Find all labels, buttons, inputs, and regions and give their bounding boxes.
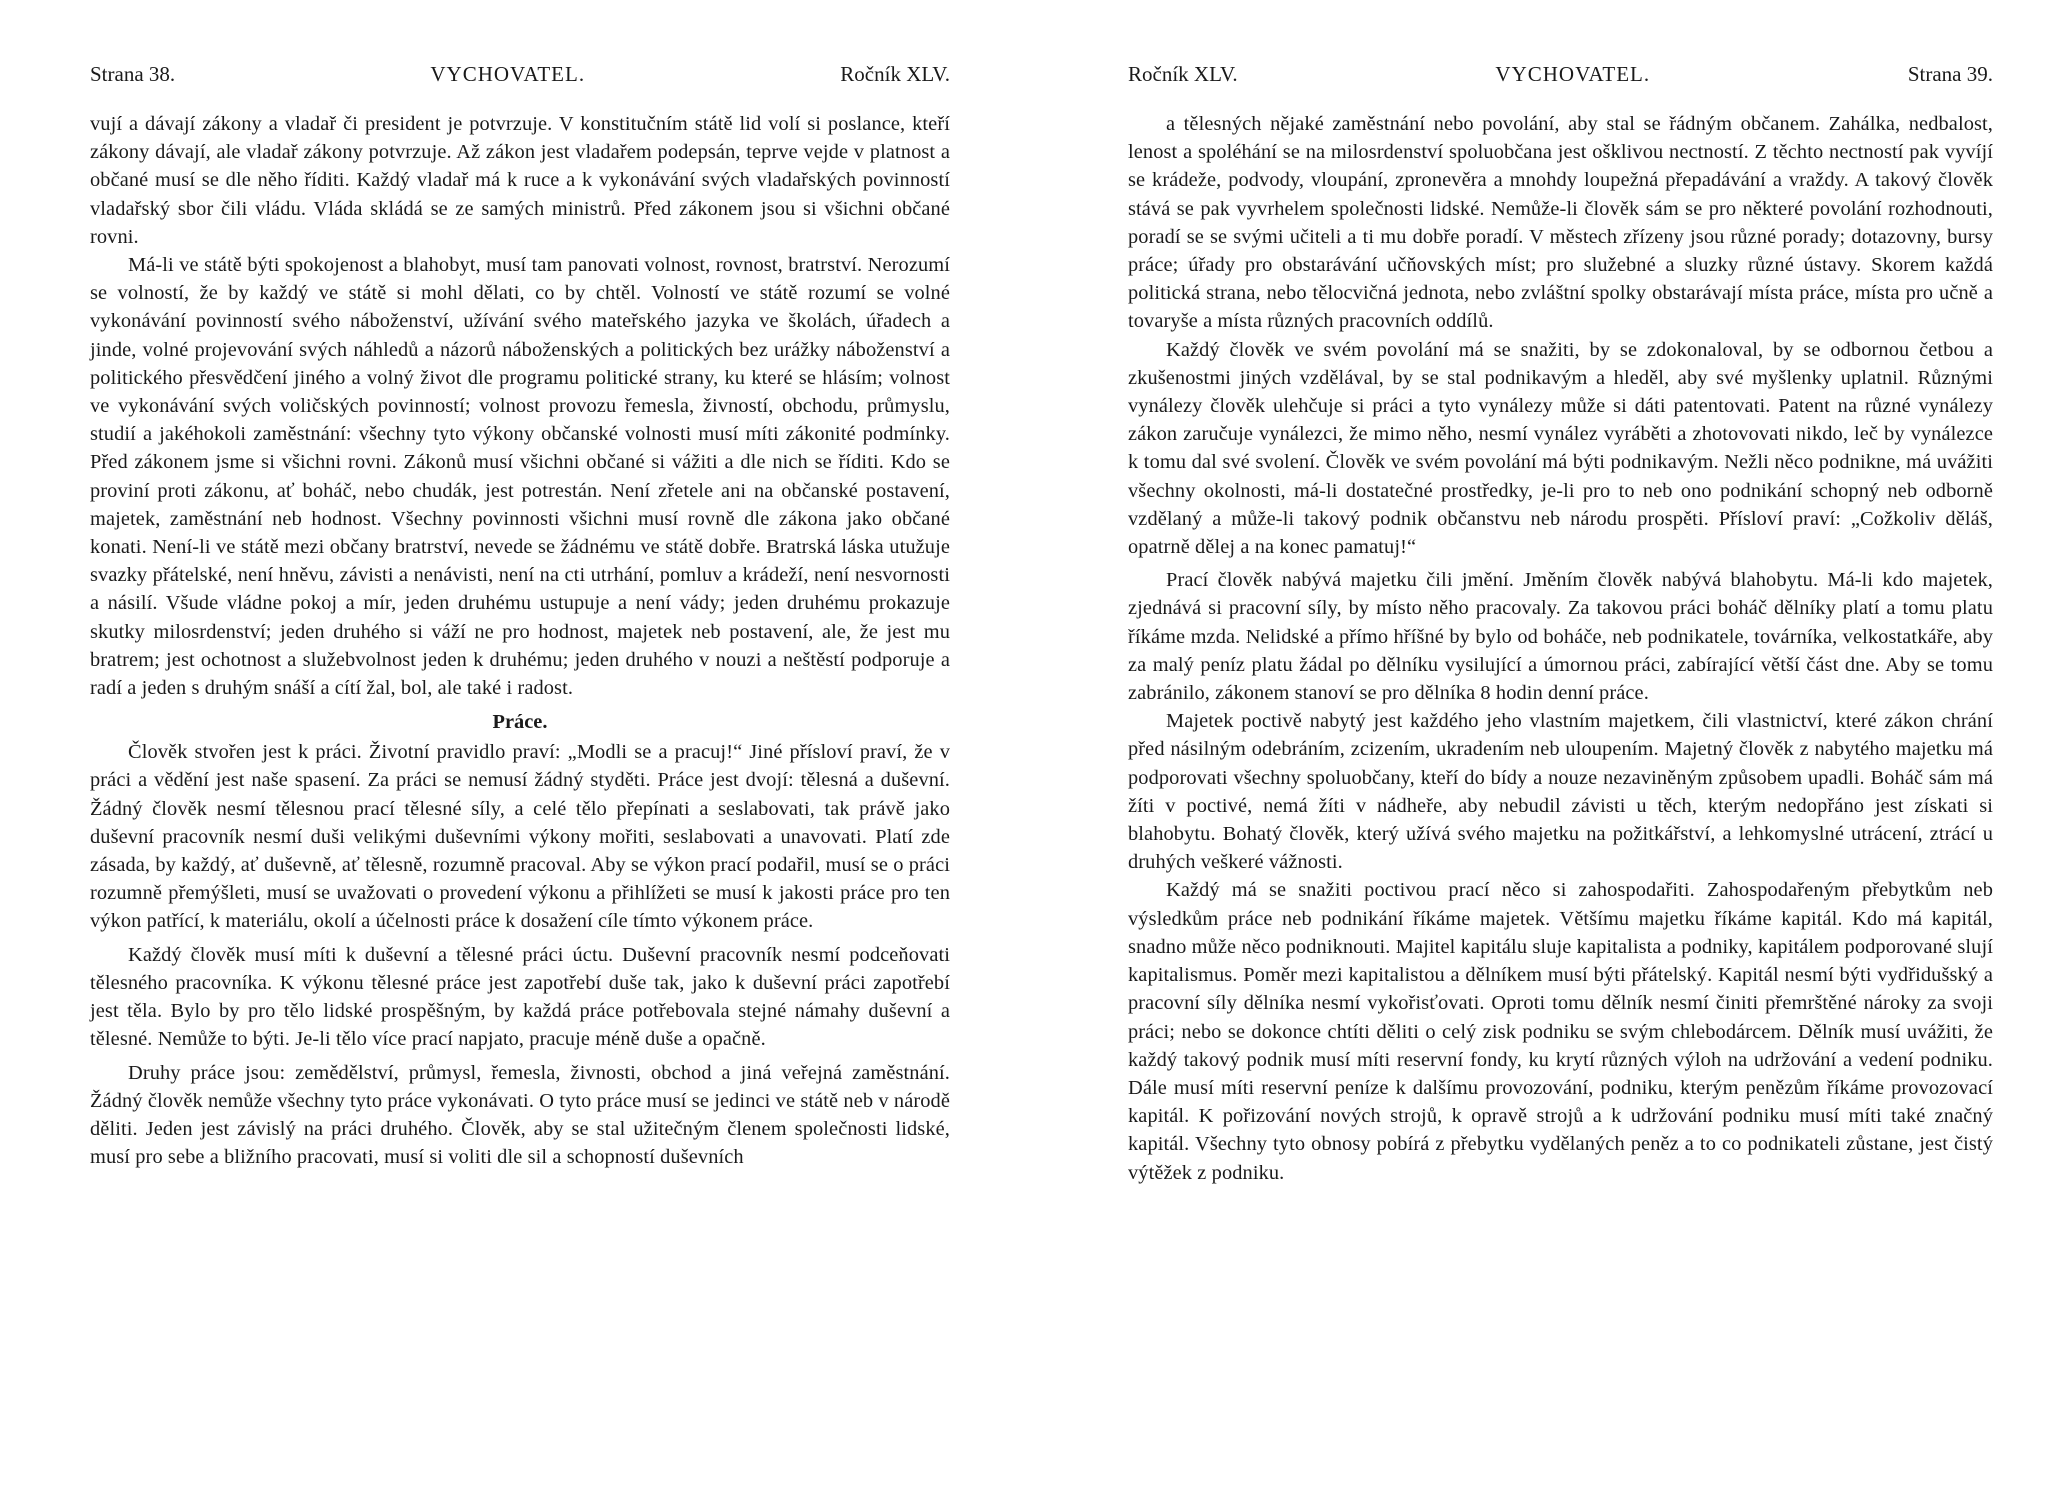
paragraph: Člověk stvořen jest k práci. Životní pravidlo praví: „Modli se a pracuj!“ Jiné přísloví praví, že v práci a vědění jest naše spasení. Za práci se nemusí žádný styděti. Práce jest dvojí: tělesná a duševní. Žádný člověk nesmí tělesnou prací tělesné síly, a celé tělo přepínati a seslabovati, tak právě jako duševní pracovník nesmí duši velikými duševními výkony mořiti, seslabovati a unavovati. Platí zde zásada, by každý, ať duševně, ať tělesně, rozumně pracoval. Aby se výkon prací podařil, musí se o práci rozumně přemýšleti, musí se uvažovati o provedení výkonu a přihlížeti se musí k jakosti práce pro ten výkon patřící, k materiálu, okolí a účelnosti práce k dosažení cíle tímto výkonem práce. <box>90 741 950 933</box>
right-page-header <box>1128 62 1993 102</box>
right-page-number: Strana 39. <box>1907 62 1993 86</box>
paragraph: Majetek poctivě nabytý jest každého jeho vlastním majetkem, čili vlastnictví, které zákon chrání před násilným odebráním, zcizením, ukradením neb uloupením. Majetný člověk z nabytého majetku má podporovati všechny spoluobčany, kteří do bídy a nouze nezaviněným způsobem upadli. Boháč sám má žíti v poctivé, nemá žíti v nádheře, aby nebudil závisti u těch, kterým nedopřáno jest získati si blahobytu. Bohatý člověk, který užívá svého majetku na požitkářství, a lehkomyslné utrácení, ztrácí u druhých veškeré vážnosti. <box>1128 710 1993 874</box>
left-page-body <box>90 110 950 1171</box>
left-page-header <box>90 62 950 102</box>
paragraph: Má-li ve státě býti spokojenost a blahobyt, musí tam panovati volnost, rovnost, bratrství. Nerozumí se volností, že by každý ve státě si mohl dělati, co by chtěl. Volností ve státě rozumí se volné vykonávání povinností svého náboženství, užívání svého mateřského jazyka ve školách, úřadech a jinde, volné projevování svých náhledů a názorů náboženských a politických bez urážky náboženství a politického přesvědčení jiného a volný život dle programu politické strany, ku které se hlásím; volnost ve vykonávání svých voličských povinností; volnost provozu řemesla, živností, obchodu, průmyslu, studií a jakéhokoli zaměstnání: všechny tyto výkony občanské volnosti musí míti zákonité podmínky. Před zákonem jsme si všichni rovni. Zákonů musí všichni občané si vážiti a dle nich se říditi. Kdo se proviní proti zákonu, ať boháč, nebo chudák, jest potrestán. Není zřetele ani na občanské postavení, majetek, zaměstnání neb hodnost. Všechny povinnosti všichni musí rovně dle zákona jako občané konati. Není-li ve státě mezi občany bratrství, nevede se žádnému ve státě dobře. Bratrská láska utužuje svazky přátelské, není hněvu, závisti a nenávisti, není na cti utrhání, pomluv a krádeží, není nesvornosti a násilí. Všude vládne pokoj a mír, jeden druhému ustupuje a není vády; jeden druhému prokazuje skutky milosrdenství; jeden druhého si váží ne pro hodnost, majetek neb postavení, ale, že jest mu bratrem; jest ochotnost a služebvolnost jeden k druhému; jeden druhého v nouzi a neštěstí podporuje a radí a jeden s druhým snáší a cítí žal, bol, ale také i radost. <box>90 254 950 700</box>
right-page-body <box>1128 110 1993 1187</box>
left-journal-title: VYCHOVATEL. <box>430 62 586 86</box>
paragraph: Každý člověk ve svém povolání má se snažiti, by se zdokonaloval, by se odbornou četbou a zkušenostmi jiných vzdělával, by se stal podnikavým a hleděl, aby své myšlenky uplatnil. Různými vynálezy člověk ulehčuje si práci a tyto vynálezy může si dáti patentovati. Patent na různé vynálezy zákon zaručuje vynálezci, že mimo něho, nesmí vynález vyráběti a zhotovovati nikdo, leč by vynálezce k tomu dal své svolení. Člověk ve svém povolání má býti podnikavým. Nežli něco podnikne, má uvážiti všechny okolnosti, má-li dostatečné prostředky, je-li pro to neb ono podnikání schopný neb odborně vzdělaný a může-li takový podnik občanstvu neb národu prospěti. Přísloví praví: „Cožkoliv děláš, opatrně dělej a na konec pamatuj!“ <box>1128 338 1993 559</box>
section-heading: Práce. <box>492 711 548 734</box>
left-volume: Ročník XLV. <box>840 62 950 86</box>
paragraph: a tělesných nějaké zaměstnání nebo povolání, aby stal se řádným občanem. Zahálka, nedbalost, lenost a spoléhání se na milosrdenství spoluobčana jest ošklivou nectností. Z těchto nectností pak vyvíjí se krádeže, podvody, vloupání, zpronevěra a mnohdy loupežná přepadávání a vraždy. A takový člověk stává se pak vyvrhelem společnosti lidské. Nemůže-li člověk sám se pro některé povolání rozhodnouti, poradí se se svými učiteli a ti mu dobře poradí. V městech zřízeny jsou různé porady; dotazovny, bursy práce; úřady pro obstarávání učňovských míst; pro služebné a sluzky různé ústavy. Skorem každá politická strana, nebo tělocvičná jednota, nebo zvláštní spolky obstarávají místa práce, místa pro učně a tovaryše a místa různých pracovních oddílů. <box>1128 113 1993 333</box>
left-page-number: Strana 38. <box>90 62 176 86</box>
right-volume: Ročník XLV. <box>1128 62 1238 86</box>
paragraph: vují a dávají zákony a vladař či president je potvrzuje. V konstitučním státě lid volí si poslance, kteří zákony dávají, ale vladař zákony potvrzuje. Až zákon jest vladařem podepsán, teprve vejde v platnost a občané musí se dle něho říditi. Každý vladař má k ruce a k vykonávání svých vladařských povinností vladařský sbor čili vládu. Vláda skládá se ze samých ministrů. Před zákonem jsou si všichni občané rovni. <box>90 113 950 248</box>
right-page <box>1128 62 1993 1187</box>
paragraph: Každý člověk musí míti k duševní a tělesné práci úctu. Duševní pracovník nesmí podceňovati tělesného pracovníka. K výkonu tělesné práce jest zapotřebí duše tak, jako k duševní práci zapotřebí jest těla. Bylo by pro tělo lidské prospěšným, by každá práce potřebovala stejné námahy duševní a tělesné. Nemůže to býti. Je-li tělo více prací napjato, pracuje méně duše a opačně. <box>90 943 950 1051</box>
right-journal-title: VYCHOVATEL. <box>1495 62 1651 86</box>
paragraph: Prací člověk nabývá majetku čili jmění. Jměním člověk nabývá blahobytu. Má-li kdo majetek, zjednává si pracovní síly, by místo něho pracovaly. Za takovou práci boháč dělníky platí a tomu platu říkáme mzda. Nelidské a přímo hříšné by bylo od boháče, neb podnikatele, továrníka, velkostatkáře, aby za malý peníz platu žádal po dělníku vysilující a úmornou práci, zabírající větší část dne. Aby se tomu zabránilo, zákonem stanoví se pro dělníka 8 hodin denní práce. <box>1128 569 1993 705</box>
left-page <box>90 62 950 1171</box>
paragraph: Každý má se snažiti poctivou prací něco si zahospodařiti. Zahospodařeným přebytkům neb výsledkům práce neb podnikání říkáme majetek. Většímu majetku říkáme kapitál. Kdo má kapitál, snadno může něco podniknouti. Majitel kapitálu sluje kapitalista a podniky, kapitálem podporované slují kapitalismus. Poměr mezi kapitalistou a dělníkem musí býti přátelský. Kapitál nesmí býti vydřidušský a pracovní síly dělníka nesmí vykořisťovati. Oproti tomu dělník nesmí činiti přemrštěné nároky za svoji práci; nebo se dokonce chtíti děliti o celý zisk podniku se svým chlebodárcem. Dělník musí uvážiti, že každý takový podnik musí míti reservní fondy, ku krytí různých výloh na udržování a vedení podniku. Dále musí míti reservní peníze k dalšímu provozování, podniku, kterým penězům říkáme provozovací kapitál. K pořizování nových strojů, k opravě strojů a k udržování podniku musí míti také značný kapitál. Všechny tyto obnosy pobírá z přebytku vydělaných peněz a to co podnikateli zůstane, jest čistý výtěžek z podniku. <box>1128 879 1993 1184</box>
paragraph: Druhy práce jsou: zemědělství, průmysl, řemesla, živnosti, obchod a jiná veřejná zaměstnání. Žádný člověk nemůže všechny tyto práce vykonávati. O tyto práce musí se jedinci ve státě neb v národě děliti. Jeden jest závislý na práci druhého. Člověk, aby se stal užitečným členem společnosti lidské, musí pro sebe a bližního pracovati, musí si voliti dle sil a schopností duševních <box>90 1061 950 1169</box>
